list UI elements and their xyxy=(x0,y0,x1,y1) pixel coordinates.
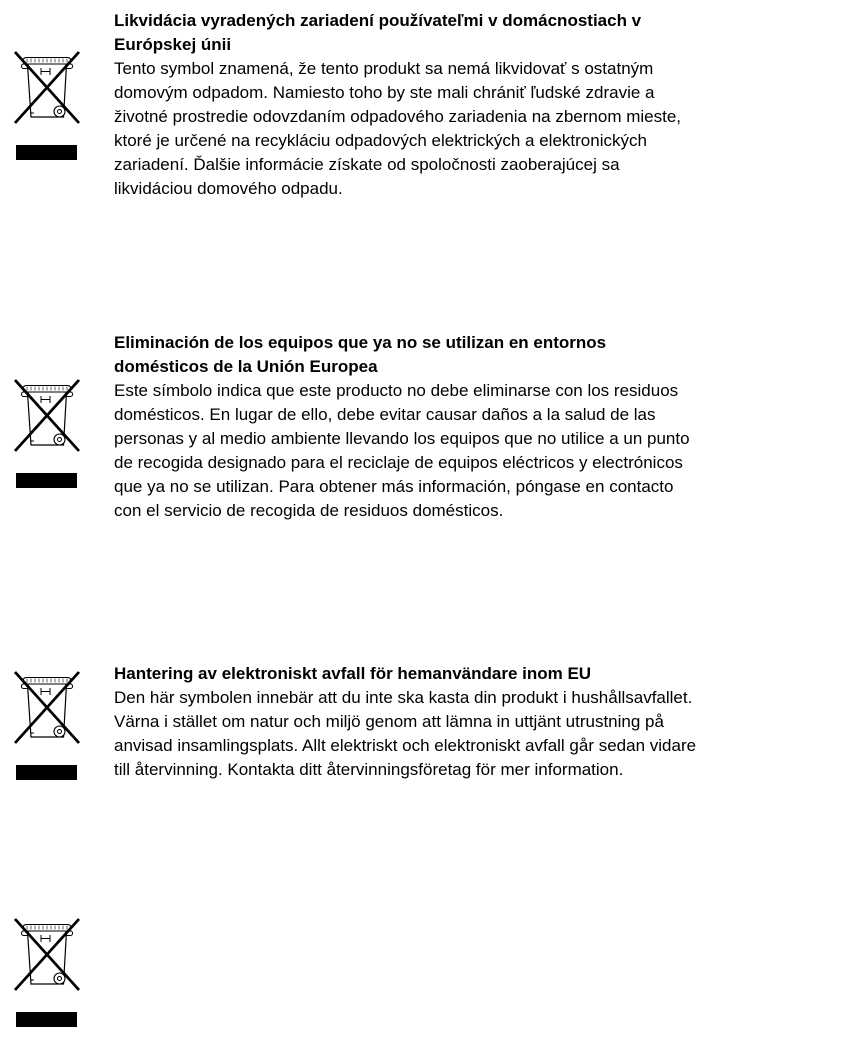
section-heading-line: Likvidácia vyradených zariadení používateľmi v domácnostiach v xyxy=(114,11,642,30)
section-body-line: que ya no se utilizan. Para obtener más información, póngase en contacto xyxy=(114,477,674,496)
section-body-line: Tento symbol znamená, že tento produkt sa nemá likvidovať s ostatným xyxy=(114,59,654,78)
crossed-out-wheeled-bin-icon xyxy=(13,49,83,127)
section-body-line: till återvinning. Kontakta ditt återvinningsföretag för mer information. xyxy=(114,760,624,779)
black-bar xyxy=(16,1012,77,1027)
section-body-line: de recogida designado para el reciclaje de equipos eléctricos y electrónicos xyxy=(114,453,683,472)
section-body-line: zariadení. Ďalšie informácie získate od spoločnosti zaoberajúcej sa xyxy=(114,155,620,174)
black-bar xyxy=(16,473,77,488)
crossed-out-wheeled-bin-icon xyxy=(13,669,83,747)
section-body-line: likvidáciou domového odpadu. xyxy=(114,179,343,198)
black-bar xyxy=(16,145,77,160)
crossed-out-wheeled-bin-icon xyxy=(13,377,83,455)
black-bar xyxy=(16,765,77,780)
crossed-out-wheeled-bin-icon xyxy=(13,916,83,994)
section-body-line: domésticos. En lugar de ello, debe evitar causar daños a la salud de las xyxy=(114,405,656,424)
weee-icon-block-1 xyxy=(13,49,83,160)
section-body-line: anvisad insamlingsplats. Allt elektriskt och elektroniskt avfall går sedan vidare xyxy=(114,736,697,755)
section-body-line: con el servicio de recogida de residuos domésticos. xyxy=(114,501,504,520)
section-body-line: ktoré je určené na recykláciu odpadových elektrických a elektronických xyxy=(114,131,647,150)
section-heading-line: Európskej únii xyxy=(114,35,232,54)
weee-icon-block-2 xyxy=(13,377,83,488)
section-body-line: personas y al medio ambiente llevando los equipos que no utilice a un punto xyxy=(114,429,690,448)
section-heading-line: domésticos de la Unión Europea xyxy=(114,357,378,376)
weee-icon-block-4 xyxy=(13,916,83,1027)
section-text-spanish xyxy=(114,331,856,523)
section-heading-line: Eliminación de los equipos que ya no se utilizan en entornos xyxy=(114,333,607,352)
section-body-line: Värna i stället om natur och miljö genom att lämna in uttjänt utrustning på xyxy=(114,712,664,731)
weee-icon-block-3 xyxy=(13,669,83,780)
section-body-line: Den här symbolen innebär att du inte ska kasta din produkt i hushållsavfallet. xyxy=(114,688,693,707)
section-body-line: domovým odpadom. Namiesto toho by ste mali chrániť ľudské zdravie a xyxy=(114,83,655,102)
section-body-line: životné prostredie odovzdaním odpadového zariadenia na zbernom mieste, xyxy=(114,107,682,126)
section-body-line: Este símbolo indica que este producto no debe eliminarse con los residuos xyxy=(114,381,679,400)
section-heading-line: Hantering av elektroniskt avfall för hemanvändare inom EU xyxy=(114,664,592,683)
section-text-slovak xyxy=(114,9,856,201)
section-text-swedish xyxy=(114,662,856,782)
